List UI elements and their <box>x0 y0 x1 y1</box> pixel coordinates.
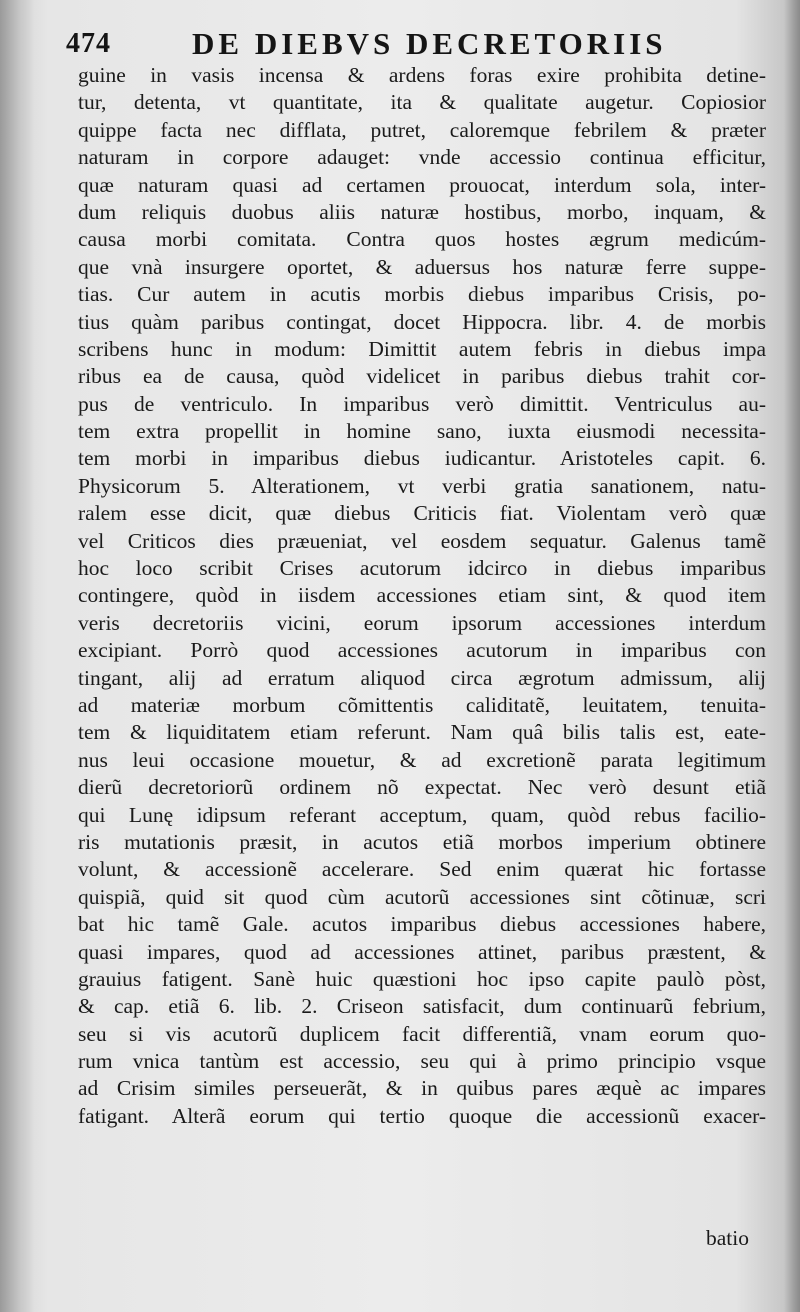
text-line: que vnà insurgere oportet, & aduersus hos naturæ ferre suppe- <box>78 254 766 279</box>
text-line: guine in vasis incensa & ardens foras exire prohibita detine- <box>78 63 766 87</box>
text-line: seu si vis acutorũ duplicem facit differentiã, vnam eorum quo- <box>78 1021 766 1046</box>
text-line: rum vnica tantùm est accessio, seu qui à primo principio vsque <box>78 1049 766 1074</box>
text-line: excipiant. Porrò quod accessiones acutorum in imparibus con <box>78 638 766 663</box>
text-line: nus leui occasione mouetur, & ad excretionẽ parata legitimum <box>78 747 766 772</box>
text-line: vel Criticos dies præueniat, vel eosdem sequatur. Galenus tamẽ <box>78 528 766 553</box>
page-number: 474 <box>66 28 111 59</box>
text-line: qui Lunę idipsum referant acceptum, quam, quòd rebus facilio- <box>78 802 766 827</box>
text-line: ris mutationis præsit, in acutos etiã morbos imperium obtinere <box>78 829 766 854</box>
text-line: contingere, quòd in iisdem accessiones etiam sint, & quod item <box>78 583 766 608</box>
text-line: ribus ea de causa, quòd videlicet in paribus diebus trahit cor- <box>78 364 766 389</box>
text-line: tius quàm paribus contingat, docet Hippocra. libr. 4. de morbis <box>78 309 766 334</box>
text-line: veris decretoriis vicini, eorum ipsorum accessiones interdum <box>78 610 766 635</box>
text-line: quippe facta nec difflata, putret, caloremque febrilem & præter <box>78 117 766 142</box>
text-line: tem extra propellit in homine sano, iuxta eiusmodi necessita- <box>78 419 766 444</box>
text-line: bat hic tamẽ Gale. acutos imparibus diebus accessiones habere, <box>78 912 766 937</box>
text-line: ralem esse dicit, quæ diebus Criticis fiat. Violentam verò quæ <box>78 501 766 526</box>
text-line: quasi impares, quod ad accessiones attinet, paribus præstent, & <box>78 939 766 964</box>
text-line: ad Crisim similes perseuerãt, & in quibus pares æquè ac impares <box>78 1076 766 1101</box>
text-line: pus de ventriculo. In imparibus verò dimittit. Ventriculus au- <box>78 391 766 416</box>
text-line: volunt, & accessionẽ accelerare. Sed enim quærat hic fortasse <box>78 857 766 882</box>
text-line: scribens hunc in modum: Dimittit autem febris in diebus impa <box>78 336 766 361</box>
body-text <box>78 62 766 1130</box>
text-line: naturam in corpore adauget: vnde accessio continua efficitur, <box>78 145 766 170</box>
running-head: DE DIEBVS DECRETORIIS <box>192 26 667 61</box>
text-line: dum reliquis duobus aliis naturæ hostibus, morbo, inquam, & <box>78 199 766 224</box>
text-line: tem & liquiditatem etiam referunt. Nam quâ bilis talis est, eate- <box>78 720 766 745</box>
text-line: tingant, alij ad erratum aliquod circa ægrotum admissum, alij <box>78 665 766 690</box>
text-line: quæ naturam quasi ad certamen prouocat, interdum sola, inter- <box>78 172 766 197</box>
text-line: tias. Cur autem in acutis morbis diebus imparibus Crisis, po- <box>78 282 766 307</box>
page-header <box>66 24 756 66</box>
text-line: quispiã, quid sit quod cùm acutorũ accessiones sint cõtinuæ, scri <box>78 884 766 909</box>
text-line: tur, detenta, vt quantitate, ita & qualitate augetur. Copiosior <box>78 90 766 115</box>
text-line: & cap. etiã 6. lib. 2. Criseon satisfacit, dum continuarũ febrium, <box>78 994 766 1019</box>
page-gutter-shadow <box>0 0 34 1312</box>
catchword: batio <box>706 1226 749 1250</box>
text-line: causa morbi comitata. Contra quos hostes ægrum medicúm- <box>78 227 766 252</box>
text-line: hoc loco scribit Crises acutorum idcirco in diebus imparibus <box>78 556 766 581</box>
text-line: dierũ decretoriorũ ordinem nõ expectat. Nec verò desunt etiã <box>78 775 766 800</box>
text-line: ad materiæ morbum cõmittentis caliditatẽ, leuitatem, tenuita- <box>78 692 766 717</box>
text-line: grauius fatigent. Sanè huic quæstioni hoc ipso capite paulò pòst, <box>78 966 766 991</box>
page-edge-shadow <box>784 0 800 1312</box>
text-line: tem morbi in imparibus diebus iudicantur. Aristoteles capit. 6. <box>78 446 766 471</box>
text-line: Physicorum 5. Alterationem, vt verbi gratia sanationem, natu- <box>78 473 766 498</box>
text-line: fatigant. Alterã eorum qui tertio quoque die accessionũ exacer- <box>78 1103 766 1128</box>
